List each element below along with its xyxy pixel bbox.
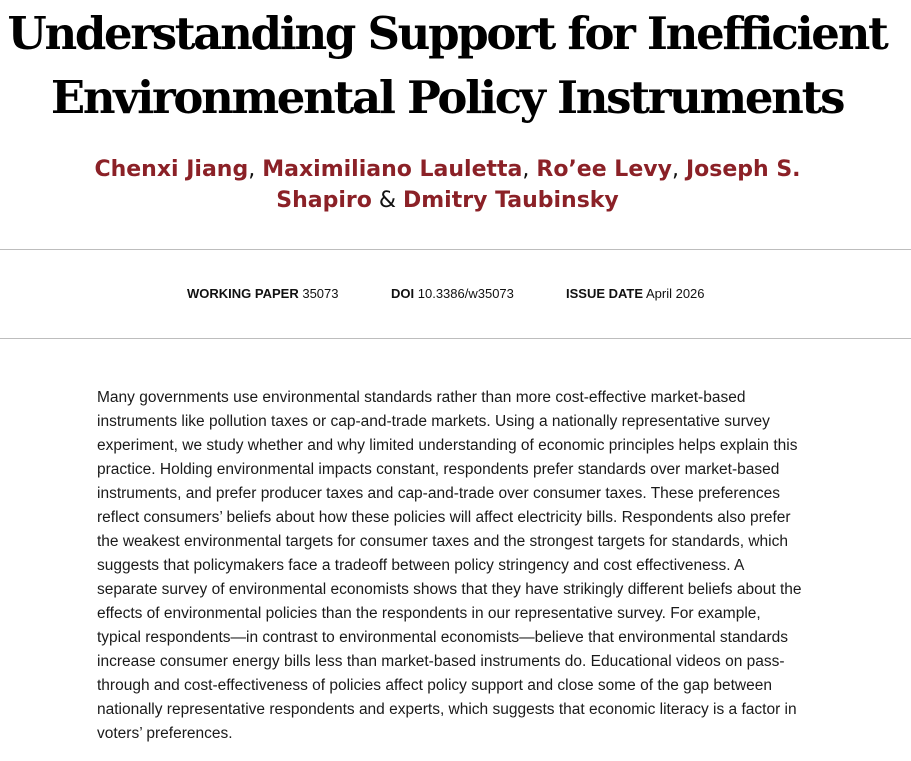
- top-divider: [0, 249, 911, 250]
- author-list: [80, 154, 815, 216]
- working-paper-number: 35073: [302, 286, 339, 301]
- author-separator: ,: [248, 157, 263, 182]
- doi-value: 10.3386/w35073: [417, 286, 514, 301]
- bottom-divider: [0, 338, 911, 339]
- issue-date-field: [566, 285, 705, 303]
- working-paper-label: WORKING PAPER: [187, 286, 299, 301]
- abstract-text: Many governments use environmental standards rather than more cost-effective market-based instruments like pollution taxes or cap-and-trade markets. Using a nationally representative survey experiment, we study whether and why limited understanding of economic principles helps explain this practice. Holding environmental impacts constant, respondents prefer standards over market-based instruments, and prefer producer taxes and cap-and-trade over consumer taxes. These preferences reflect consumers’ beliefs about how these policies will affect electricity bills. Respondents also prefer the weakest environmental targets for consumer taxes and the strongest targets for standards, which suggests that policymakers face a tradeoff between policy stringency and cost effectiveness. A separate survey of environmental economists shows that they have strikingly different beliefs about the effects of environmental policies than the respondents in our representative survey. For example, typical respondents—in contrast to environmental economists—believe that environmental standards increase consumer energy bills less than market-based instruments do. Educational videos on pass-through and cost-effectiveness of policies affect policy support and close some of the gap between nationally representative respondents and experts, which suggests that economic literacy is a factor in voters’ preferences.: [97, 389, 802, 742]
- issue-date-label: ISSUE DATE: [566, 286, 644, 301]
- doi-label: DOI: [391, 286, 415, 301]
- author-separator: &: [371, 188, 403, 213]
- doi-field: [391, 285, 514, 303]
- author-link-maximiliano-lauletta[interactable]: Maximiliano Lauletta: [262, 157, 523, 182]
- author-link-roee-levy[interactable]: Ro’ee Levy: [536, 157, 672, 182]
- paper-title: Understanding Support for Inefficient Environmental Policy Instruments: [7, 7, 887, 124]
- working-paper-field: [187, 285, 339, 303]
- issue-date-value: April 2026: [645, 286, 705, 301]
- author-link-chenxi-jiang[interactable]: Chenxi Jiang: [94, 157, 249, 182]
- paper-meta: [0, 285, 911, 303]
- author-link-joseph-shapiro[interactable]: Joseph S. Shapiro: [276, 157, 801, 213]
- author-separator: ,: [671, 157, 686, 182]
- author-link-dmitry-taubinsky[interactable]: Dmitry Taubinsky: [402, 188, 619, 213]
- author-separator: ,: [522, 157, 537, 182]
